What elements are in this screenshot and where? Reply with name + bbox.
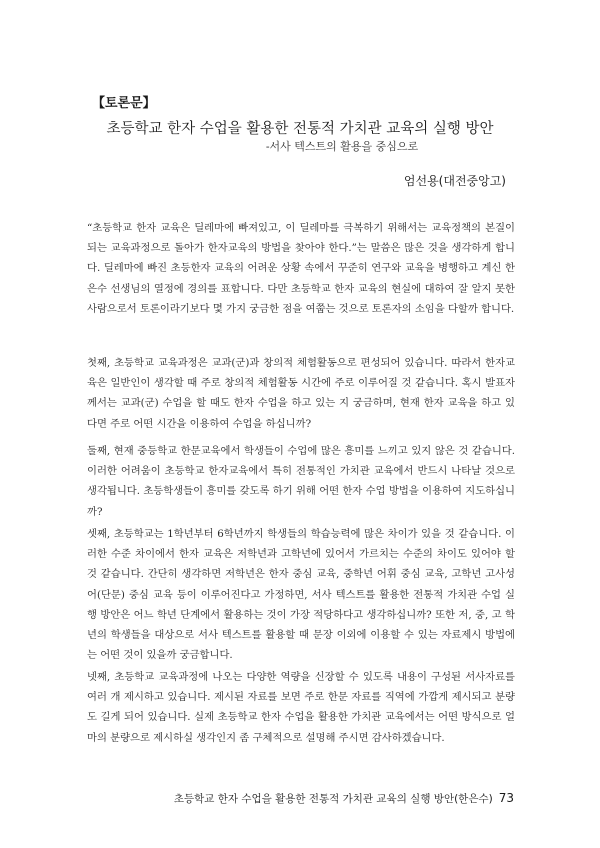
page-footer — [174, 791, 514, 806]
document-title: 초등학교 한자 수업을 활용한 전통적 가치관 교육의 실행 방안 — [106, 121, 494, 137]
page-number: 73 — [498, 791, 514, 805]
author-line: 엄선용(대전중앙고) — [403, 174, 506, 188]
question-1-paragraph: 첫째, 초등학교 교육과정은 교과(군)과 창의적 체험활동으로 편성되어 있습니다. 따라서 한자교육은 일반인이 생각할 때 주로 창의적 체험활동 시간에 주로 이루어질 것 같습니다. 혹시 발표자께서는 교과(군) 수업을 할 때도 한자 수업을 하고 있는 지 궁금하며, 현재 한자 교육을 하고 있다면 주로 어떤 시간을 이용하여 수업을 하십니까? — [87, 357, 515, 430]
question-3-paragraph: 셋째, 초등학교는 1학년부터 6학년까지 학생들의 학습능력에 많은 차이가 있을 것 같습니다. 이러한 수준 차이에서 한자 교육은 저학년과 고학년에 있어서 가르치는 수준의 차이도 있어야 할 것 같습니다. 간단히 생각하면 저학년은 한자 중심 교육, 중학년 어휘 중심 교육, 고학년 고사성어(단문) 중심 교육 등이 이루어진다고 가정하면, 서사 텍스트를 활용한 전통적 가치관 수업 실행 방안은 어느 학년 단계에서 활용하는 것이 가장 적당하다고 생각하십니까? 또한 저, 중, 고 학년의 학생들을 대상으로 서사 텍스트를 활용할 때 문장 이외에 이용할 수 있는 자료제시 방법에는 어떤 것이 있을까 궁금합니다. — [87, 528, 515, 662]
question-2-paragraph: 둘째, 현재 중등학교 한문교육에서 학생들이 수업에 많은 흥미를 느끼고 있지 않은 것 같습니다. 이러한 어려움이 초등학교 한자교육에서 특히 전통적인 가치관 교육에서 반드시 나타날 것으로 생각됩니다. 초등학생들이 흥미를 갖도록 하기 위해 어떤 한자 수업 방법을 이용하여 지도하십니까? — [87, 445, 515, 518]
section-tag: 【토론문】 — [92, 96, 156, 111]
document-subtitle: -서사 텍스트의 활용을 중심으로 — [265, 140, 419, 153]
question-4-paragraph: 넷째, 초등학교 교육과정에 나오는 다양한 역량을 신장할 수 있도록 내용이 구성된 서사자료를 여러 개 제시하고 있습니다. 제시된 자료를 보면 주로 한문 자료를 직역에 가깝게 제시되고 분량도 길게 되어 있습니다. 실제 초등학교 한자 수업을 활용한 가치관 교육에서는 어떤 방식으로 얼마의 분량으로 제시하실 생각인지 좀 구체적으로 설명해 주시면 감사하겠습니다. — [87, 671, 515, 744]
intro-paragraph: “초등학교 한자 교육은 딜레마에 빠져있고, 이 딜레마를 극복하기 위해서는 교육정책의 본질이 되는 교육과정으로 돌아가 한자교육의 방법을 찾아야 한다.”는 말씀은 많은 것을 생각하게 합니다. 딜레마에 빠진 초등한자 교육의 어려운 상황 속에서 꾸준히 연구와 교육을 병행하고 계신 한은수 선생님의 열정에 경의를 표합니다. 다만 초등학교 한자 교육의 현실에 대하여 잘 알지 못한 사람으로서 토론이라기보다 몇 가지 궁금한 점을 여쭙는 것으로 토론자의 소임을 다할까 합니다. — [87, 222, 515, 315]
running-title: 초등학교 한자 수업을 활용한 전통적 가치관 교육의 실행 방안(한은수) — [173, 793, 493, 805]
